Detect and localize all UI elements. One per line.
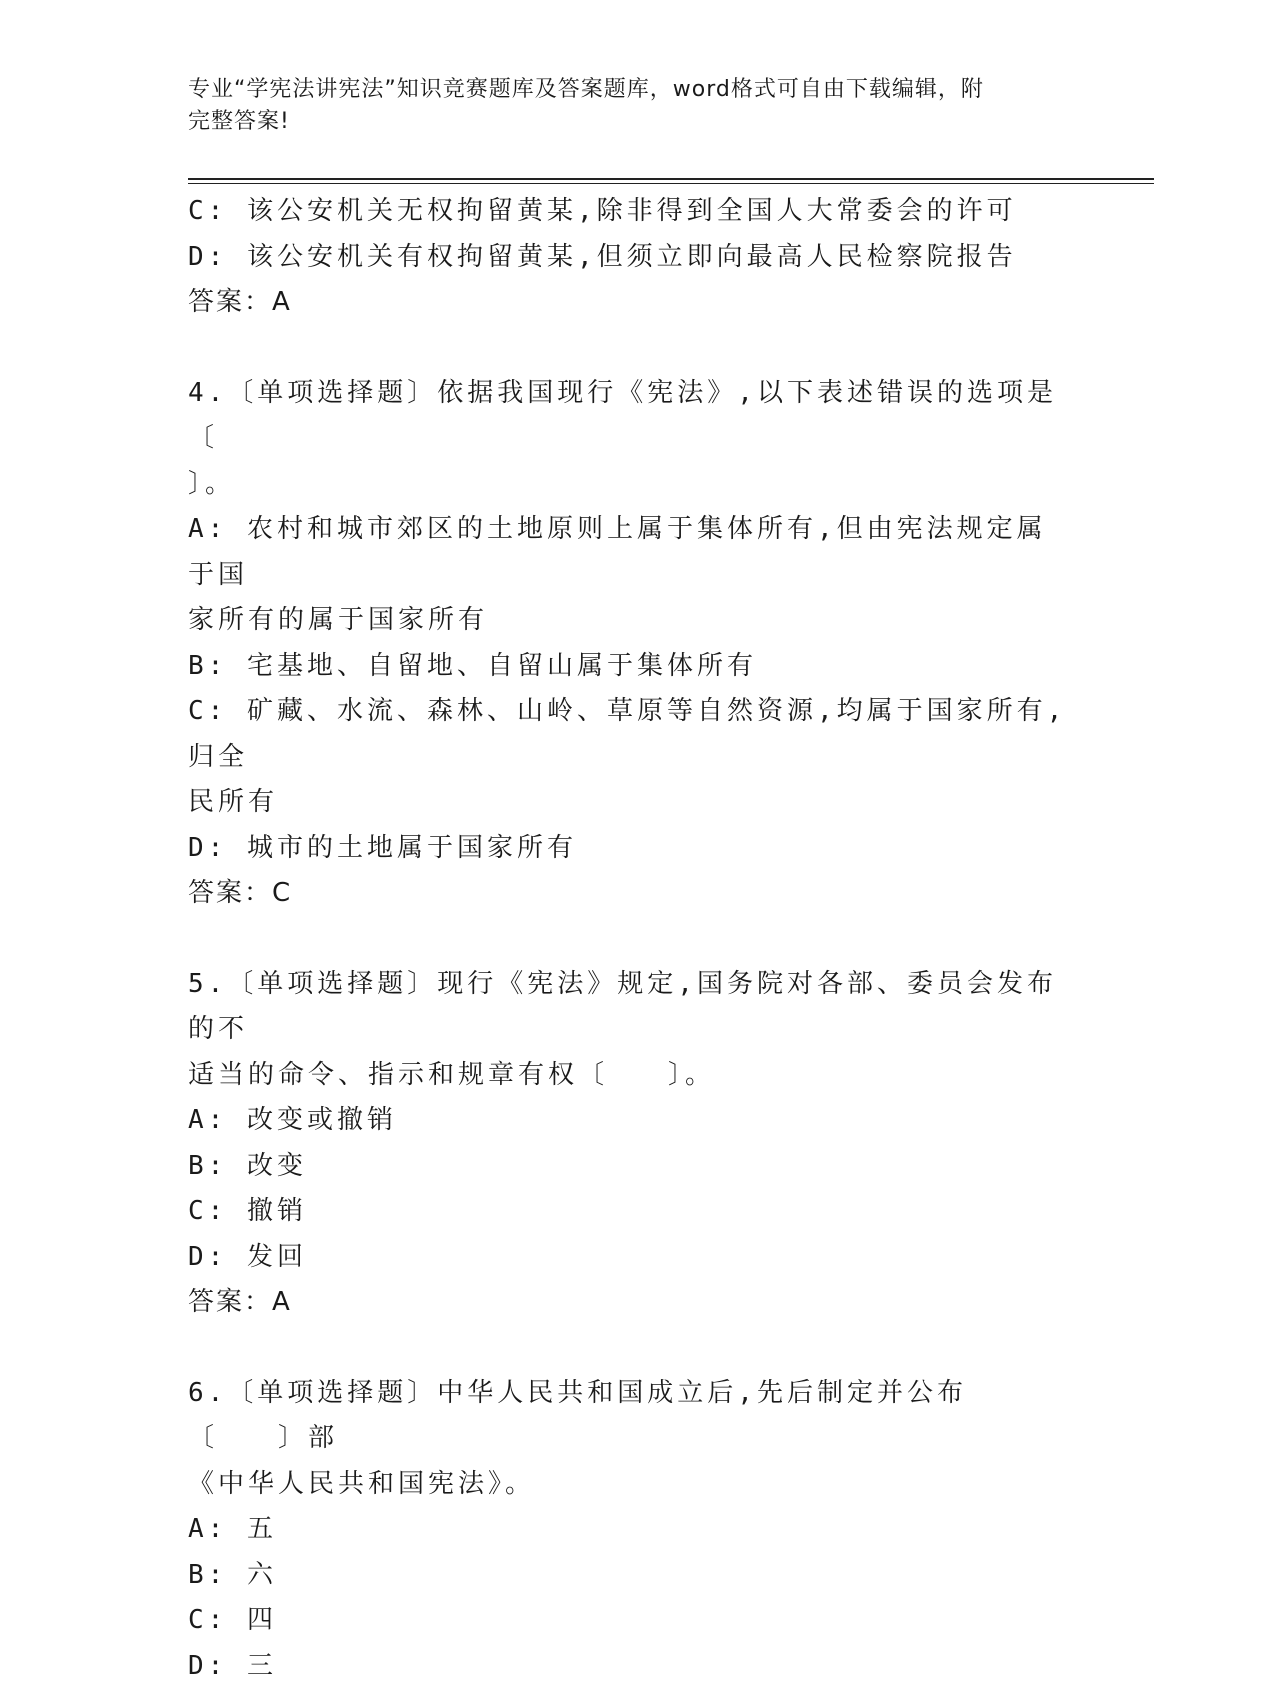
- question-4: [188, 371, 1068, 917]
- q6-option-b: B: 六: [188, 1553, 1068, 1599]
- q6-stem-line-2: 《中华人民共和国宪法》。: [188, 1462, 1068, 1508]
- question-spacer: [188, 917, 1068, 962]
- q4-option-a-line-2: 家所有的属于国家所有: [188, 598, 1068, 644]
- q4-option-d: D: 城市的土地属于国家所有: [188, 826, 1068, 872]
- q3-option-d: D: 该公安机关有权拘留黄某,但须立即向最高人民检察院报告: [188, 235, 1068, 281]
- header-divider-thick: [188, 178, 1154, 180]
- q4-stem-line-1: 4.〔单项选择题〕依据我国现行《宪法》,以下表述错误的选项是〔: [188, 371, 1068, 462]
- q5-answer: 答案：A: [188, 1280, 1068, 1326]
- q5-stem-line-2: 适当的命令、指示和规章有权〔 〕。: [188, 1053, 1068, 1099]
- question-6: [188, 1371, 1068, 1689]
- header-line-2: 完整答案!: [188, 106, 1068, 138]
- q3-option-c: C: 该公安机关无权拘留黄某,除非得到全国人大常委会的许可: [188, 189, 1068, 235]
- question-list: [188, 189, 1068, 1689]
- q6-option-c: C: 四: [188, 1598, 1068, 1644]
- question-spacer: [188, 1326, 1068, 1371]
- header-divider-thin: [188, 183, 1154, 184]
- q6-stem-line-1: 6.〔单项选择题〕中华人民共和国成立后,先后制定并公布〔 〕部: [188, 1371, 1068, 1462]
- q5-option-a: A: 改变或撤销: [188, 1098, 1068, 1144]
- q6-option-d: D: 三: [188, 1644, 1068, 1689]
- question-3-tail: [188, 189, 1068, 326]
- q4-option-b: B: 宅基地、自留地、自留山属于集体所有: [188, 644, 1068, 690]
- q6-option-a: A: 五: [188, 1507, 1068, 1553]
- q5-stem-line-1: 5.〔单项选择题〕现行《宪法》规定,国务院对各部、委员会发布的不: [188, 962, 1068, 1053]
- question-5: [188, 962, 1068, 1326]
- header-line-1: 专业“学宪法讲宪法”知识竞赛题库及答案题库，word格式可自由下载编辑，附: [188, 74, 1068, 106]
- q4-option-a-line-1: A: 农村和城市郊区的土地原则上属于集体所有,但由宪法规定属于国: [188, 507, 1068, 598]
- q5-option-c: C: 撤销: [188, 1189, 1068, 1235]
- q5-option-b: B: 改变: [188, 1144, 1068, 1190]
- q4-stem-line-2: 〕。: [188, 462, 1068, 508]
- q4-option-c-line-1: C: 矿藏、水流、森林、山岭、草原等自然资源,均属于国家所有,归全: [188, 689, 1068, 780]
- q4-option-c-line-2: 民所有: [188, 780, 1068, 826]
- q5-option-d: D: 发回: [188, 1235, 1068, 1281]
- question-spacer: [188, 326, 1068, 371]
- q3-answer: 答案：A: [188, 280, 1068, 326]
- q4-answer: 答案：C: [188, 871, 1068, 917]
- document-header: [188, 74, 1068, 138]
